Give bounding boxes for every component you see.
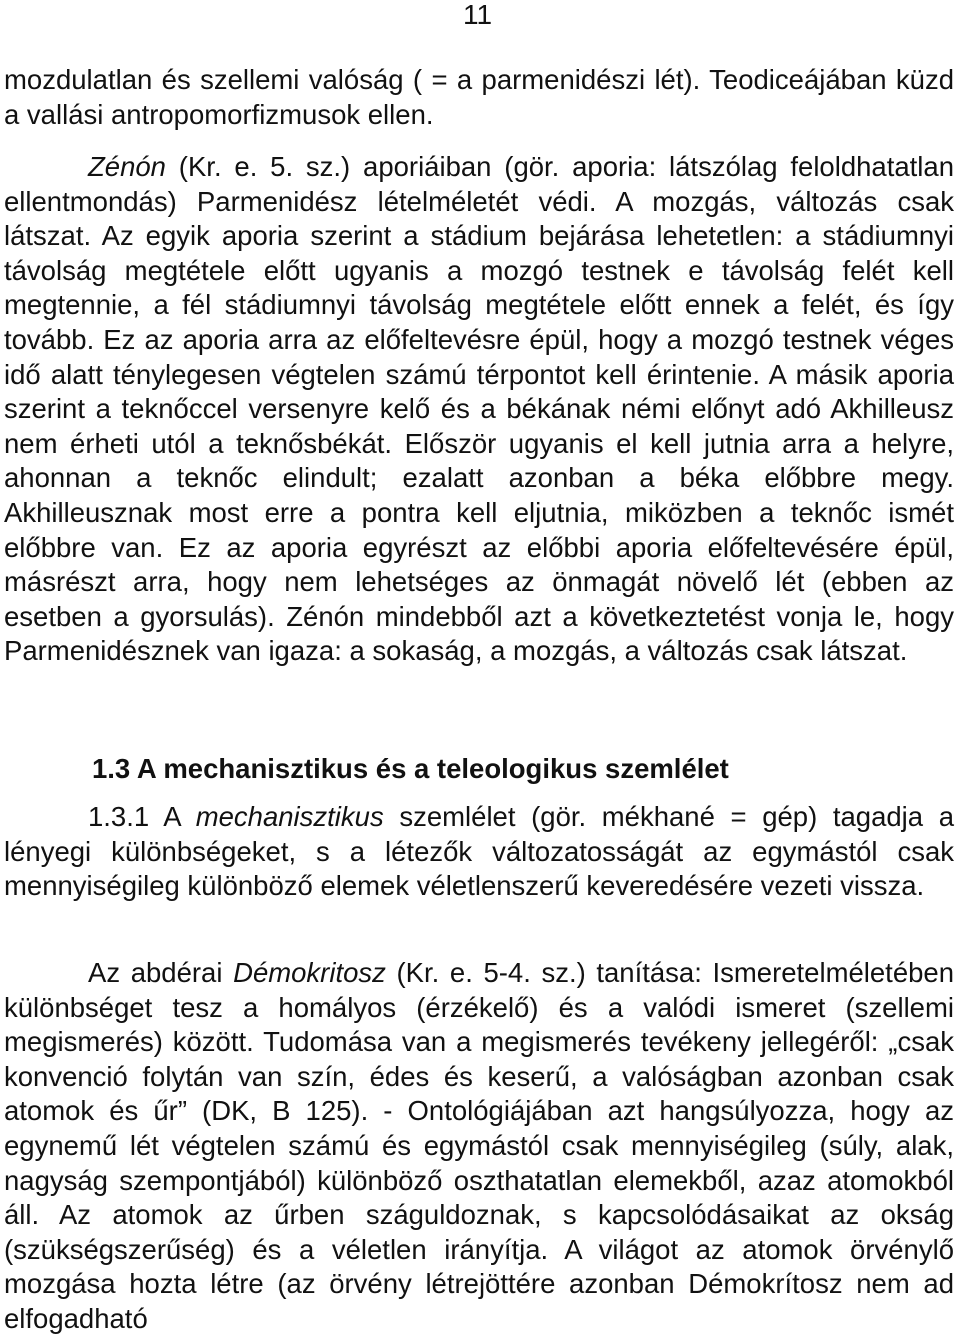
paragraph-democritus (4, 956, 954, 1337)
philosopher-name-democritus: Démokritosz (233, 957, 386, 988)
paragraph-text: (Kr. e. 5. sz.) aporiáiban (gör. aporia: látszólag feloldhatatlan ellentmondás) Parmenidész lételméletét védi. A mozgás, változás csak látszat. Az egyik aporia szerint a stádium bejárása lehetetlen: a stádiumnyi távolság megtétele előtt ugyanis a mozgó testnek e távolság felét kell megtennie, a fél stádiumnyi távolság megtétele előtt ennek a felét, és így tovább. Ez az aporia arra az előfeltevésre épül, hogy a mozgó testnek véges idő alatt ténylegesen végtelen számú térpontot kell érintenie. A másik aporia szerint a teknőccel versenyre kelő és a békának némi előnyt adó Akhilleusz nem érheti utól a teknősbékát. Először ugyanis el kell jutnia arra a helyre, ahonnan a teknőc elindult; ezalatt azonban a béka előbbre megy. Akhilleusznak most erre a pontra kell eljutnia, miközben a teknőc ismét előbbre van. Ez az aporia egyrészt az előbbi aporia előfeltevésére épül, másrészt arra, hogy nem lehetséges az önmagát növelő lét (ebben az esetben a gyorsulás). Zénón mindebből azt a következtetést vonja le, hogy Parmenidésznek van igaza: a sokaság, a mozgás, a változás csak látszat. (4, 151, 954, 667)
paragraph-parmenides-end (4, 63, 954, 132)
paragraph-prefix: Az abdérai (88, 957, 234, 988)
philosopher-name-zenon: Zénón (88, 151, 166, 182)
subsection-prefix: 1.3.1 A (88, 801, 196, 832)
page-number: 11 (463, 0, 493, 30)
paragraph-text: (Kr. e. 5-4. sz.) tanítása: Ismeretelméletében különbséget tesz a homályos (érzékelő) és a valódi ismeret (szellemi megismerés) között. Tudomása van a megismerés tevékeny jellegéről: „csak konvenció folytán van szín, édes és keserű, a valóságban azonban csak atomok és űr” (DK, B 125). - Ontológiájában azt hangsúlyozza, hogy az egynemű lét végtelen számú és egymástól csak mennyiségileg (súly, alak, nagyság szempontjából) különböző oszthatatlan elemekből, azaz atomokból áll. Az atomok az űrben száguldoznak, s kapcsolódásaikat az okság (szükségszerűség) és a véletlen irányítja. A világot az atomok örvénylő mozgása hozta létre (az örvény létrejöttére azonban Démokrítosz nem ad elfogadható (4, 957, 954, 1334)
section-heading: 1.3 A mechanisztikus és a teleologikus szemlélet (92, 753, 729, 784)
paragraph-text: szemlélet (gör. mékhané = gép) tagadja a lényegi különbségeket, s a létezők változatosságát az egymástól csak mennyiségileg különböző elemek véletlenszerű keveredésére vezeti vissza. (4, 801, 954, 902)
paragraph-text: mozdulatlan és szellemi valóság ( = a parmenidészi lét). Teodiceájában küzd a vallási antropomorfizmusok ellen. (4, 64, 954, 130)
term-mechanisztikus: mechanisztikus (195, 801, 384, 832)
paragraph-mechanistic (4, 800, 954, 904)
paragraph-zenon (4, 150, 954, 669)
